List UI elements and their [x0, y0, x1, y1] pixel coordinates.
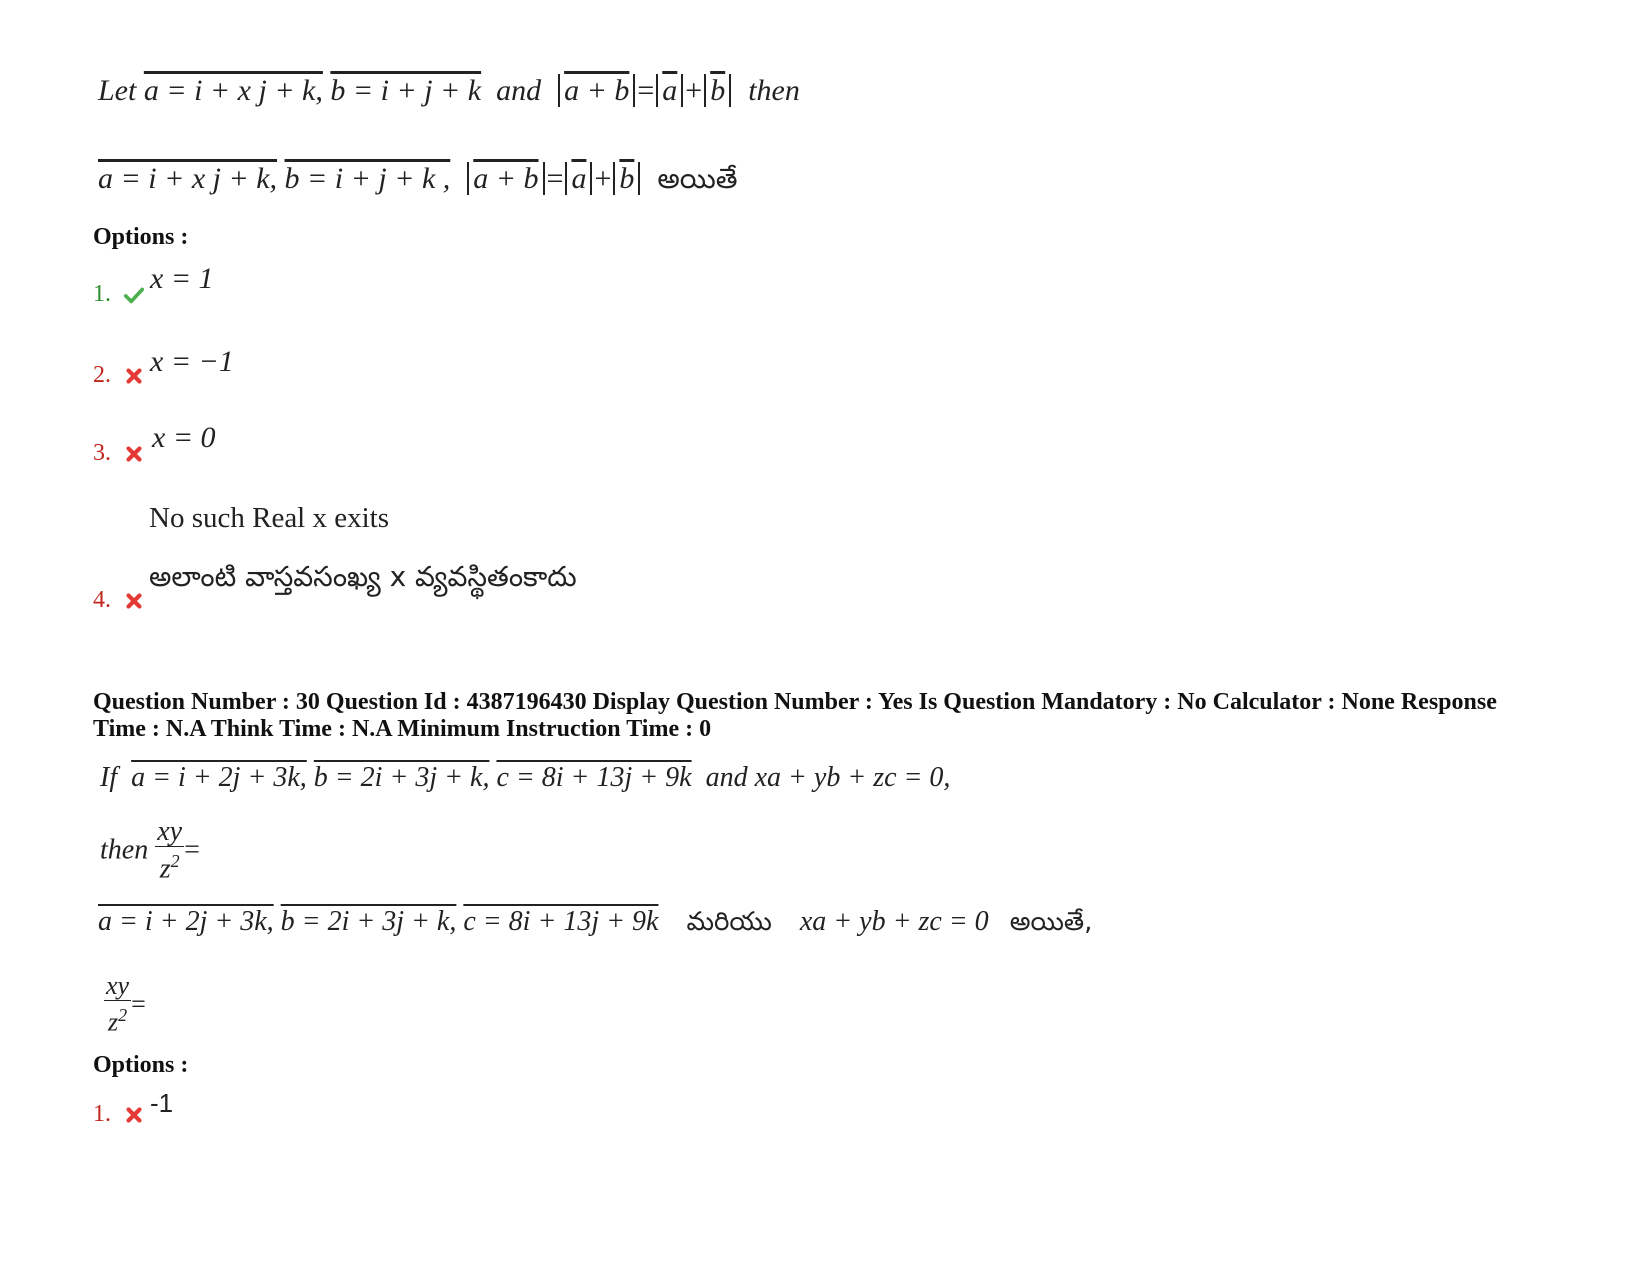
q29-option-3-text: x = 0: [152, 421, 216, 454]
q29-option-3-number: 3.: [93, 440, 145, 467]
fraction-xy-over-z2-te: $\frac{xy}{z^2}$: [106, 971, 130, 1037]
q29-stem-telugu: a = i + x j + k, b = i + j + k , $a + b = \overline{a} + \overline{b}$ అయితే: [98, 162, 738, 195]
vector-a-definition: a = i + x j + k,: [143, 74, 323, 107]
q29-option-1-text: x = 1: [150, 262, 214, 295]
q29-option-4-text-te: అలాంటి వాస్తవసంఖ్య x వ్యవస్థితంకాదు: [149, 560, 577, 593]
q29-option-4-number: 4.: [93, 587, 145, 614]
q30-stem-english-line-2: then $\frac{xy}{z^2}$ =: [100, 816, 200, 885]
abs-a: $\overline{a}$: [656, 74, 683, 107]
vector-b-definition: b = 2i + 3j + k,: [313, 762, 490, 793]
q30-option-1-number: 1.: [93, 1101, 145, 1128]
q30-stem-english-line-1: If a = i + 2j + 3k, b = 2i + 3j + k, c = 8i + 13j + 9k and xa + yb + zc = 0,: [100, 762, 951, 793]
q30-stem-telugu-line-1: a = i + 2j + 3k, b = 2i + 3j + k, c = 8i + 13j + 9k మరియు xa + yb + zc = 0 అయితే,: [98, 906, 1093, 937]
q29-option-4-text-en: No such Real x exits: [149, 502, 390, 534]
cross-mark-icon: [123, 443, 145, 465]
and-word: and: [496, 74, 542, 107]
linear-combination-equation: xa + yb + zc = 0,: [754, 762, 951, 793]
vector-a-definition: a = i + 2j + 3k,: [131, 762, 307, 793]
abs-sum-ab: a + b: [558, 74, 635, 107]
fraction-xy-over-z2: $\frac{xy}{z^2}$: [157, 816, 183, 885]
q30-option-1-text: -1: [150, 1088, 174, 1118]
then-word: then: [748, 74, 800, 107]
let-word: Let: [98, 74, 137, 107]
vector-b-definition-te: b = i + j + k ,: [284, 162, 451, 195]
cross-mark-icon: [123, 365, 145, 387]
q30-meta-line-2: Time : N.A Think Time : N.A Minimum Instruction Time : 0: [93, 716, 712, 742]
check-mark-icon: [123, 284, 145, 306]
abs-b: $\overline{b}$: [704, 74, 731, 107]
mariyu-word: మరియు: [686, 907, 772, 937]
q30-meta-line-1: Question Number : 30 Question Id : 4387196430 Display Question Number : Yes Is Question Mandatory : No Calculator : None Response: [93, 689, 1497, 715]
q29-options-label: Options :: [93, 224, 189, 250]
telugu-suffix: అయితే: [657, 162, 738, 195]
q30-stem-telugu-line-2: $\frac{xy}{z^2}$ =: [106, 971, 146, 1037]
vector-c-definition: c = 8i + 13j + 9k: [496, 762, 692, 793]
q29-stem-english: Let a = i + x j + k, b = i + j + k and $a + b = \overline{a} + \overline{b}$ then: [98, 74, 800, 107]
q29-option-2-text: x = −1: [150, 345, 234, 378]
q29-option-2-number: 2.: [93, 362, 145, 389]
vector-a-definition-te: a = i + x j + k,: [98, 162, 278, 195]
cross-mark-icon: [123, 590, 145, 612]
abs-sum-ab-te: a + b: [467, 162, 544, 195]
abs-b-te: $\overline{b}$: [613, 162, 640, 195]
q29-option-1-number: 1.: [93, 281, 145, 308]
cross-mark-icon: [123, 1104, 145, 1126]
vector-b-definition: b = i + j + k: [330, 74, 482, 107]
abs-a-te: $\overline{a}$: [565, 162, 592, 195]
ayite-word: అయితే,: [1009, 907, 1093, 937]
q30-options-label: Options :: [93, 1052, 189, 1078]
